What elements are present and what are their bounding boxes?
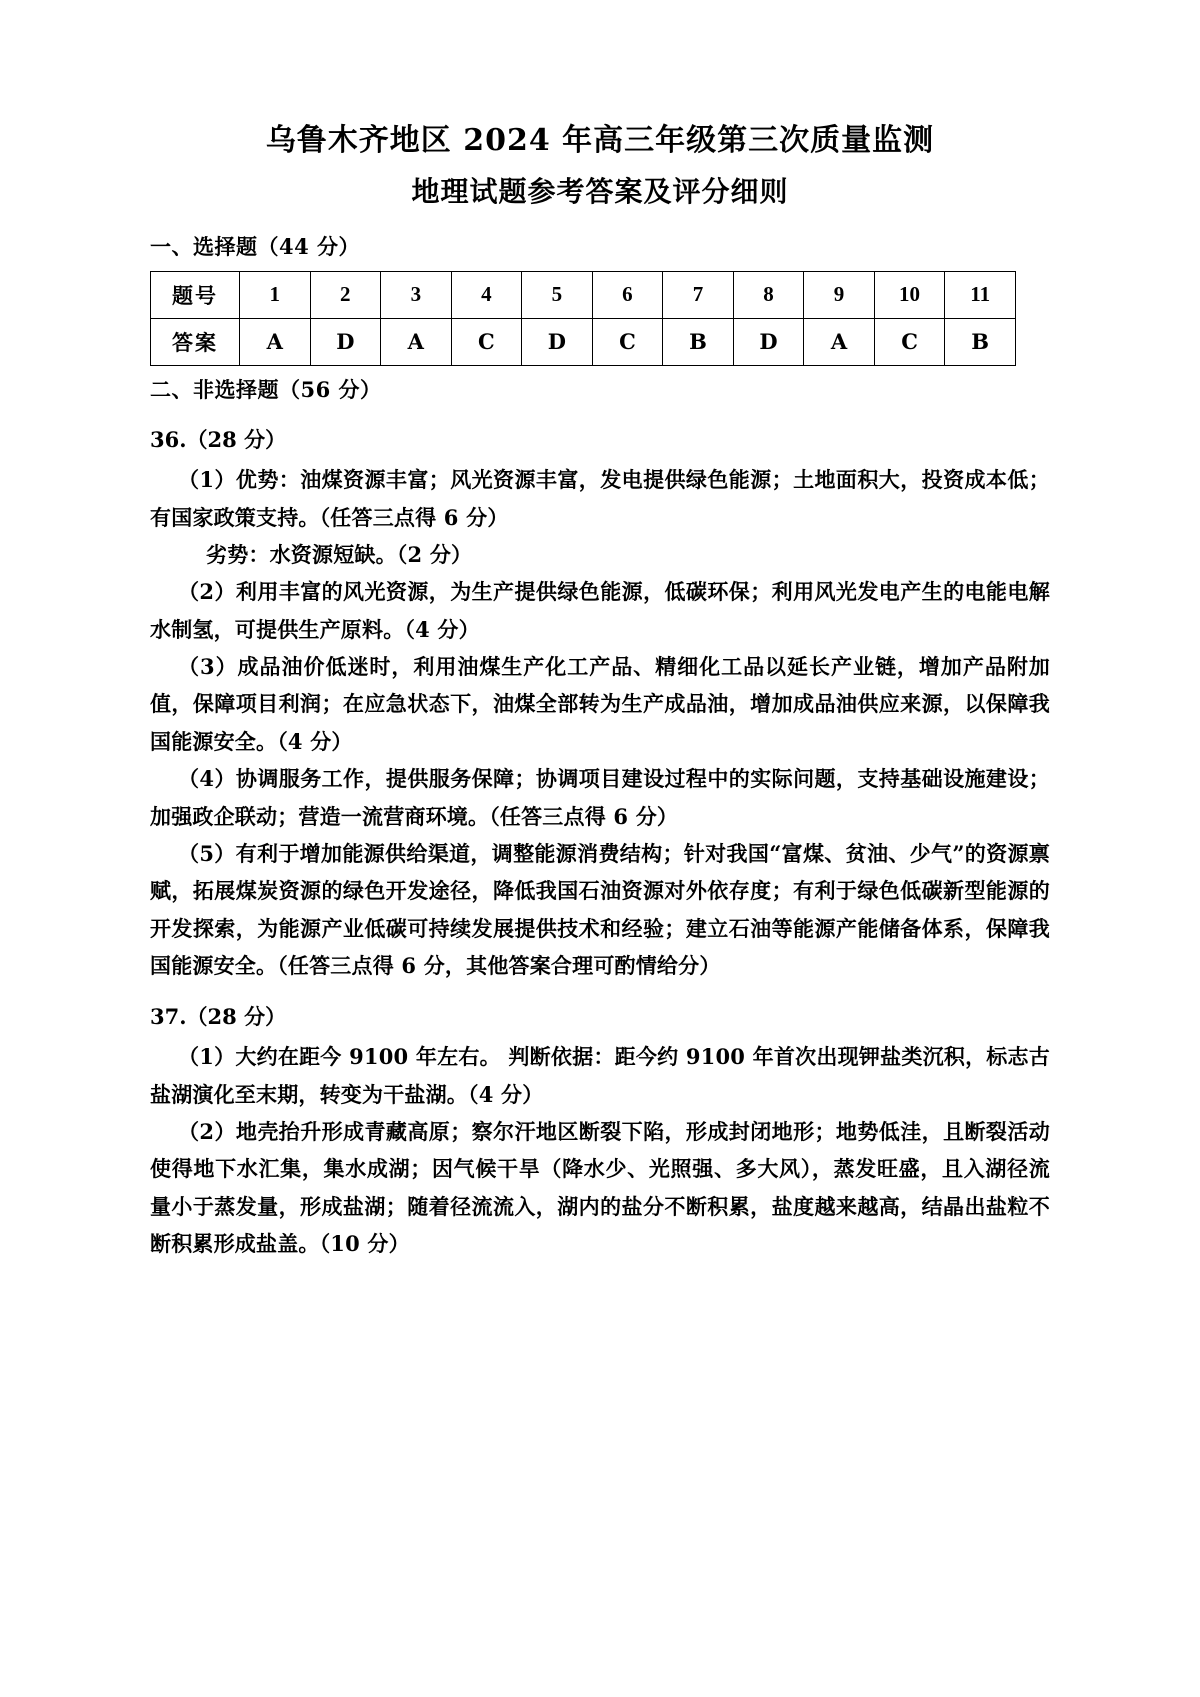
question-36-part-4: （4）协调服务工作，提供服务保障；协调项目建设过程中的实际问题，支持基础设施建设；加强政企联动；营造一流营商环境。（任答三点得 6 分） [150, 766, 1050, 829]
cell-question-6: 6 [592, 271, 663, 318]
document-title-line1: 乌鲁木齐地区 2024 年高三年级第三次质量监测 [265, 123, 935, 158]
cell-question-3: 3 [381, 271, 452, 318]
question-37-part-2: （2）地壳抬升形成青藏高原；察尔汗地区断裂下陷，形成封闭地形；地势低洼，且断裂活动使得地下水汇集，集水成湖；因气候干旱（降水少、光照强、多大风），蒸发旺盛，且入湖径流量小于蒸发量，形成盐湖；随着径流流入，湖内的盐分不断积累，盐度越来越高，结晶出盐粒不断积累形成盐盖。（10 分） [150, 1118, 1050, 1257]
cell-question-8: 8 [733, 271, 804, 318]
cell-answer-2: D [310, 318, 381, 365]
question-36-part-5: （5）有利于增加能源供给渠道，调整能源消费结构；针对我国“富煤、贫油、少气”的资源禀赋，拓展煤炭资源的绿色开发途径，降低我国石油资源对外依存度；有利于绿色低碳新型能源的开发探索，为能源产业低碳可持续发展提供技术和经验；建立石油等能源产能储备体系，保障我国能源安全。（任答三点得 6 分，其他答案合理可酌情给分） [150, 840, 1050, 979]
table-row [151, 271, 1016, 318]
cell-answer-6: C [592, 318, 663, 365]
cell-answer-4: C [451, 318, 522, 365]
cell-question-7: 7 [663, 271, 734, 318]
question-36-part-2: （2）利用丰富的风光资源，为生产提供绿色能源，低碳环保；利用风光发电产生的电能电解水制氢，可提供生产原料。（4 分） [150, 579, 1050, 642]
cell-answer-11: B [945, 318, 1016, 365]
cell-question-1: 1 [240, 271, 311, 318]
row-label-answer: 答案 [151, 318, 240, 365]
question-37-part-1: （1）大约在距今 9100 年左右。 判断依据：距今约 9100 年首次出现钾盐类沉积，标志古盐湖演化至末期，转变为干盐湖。（4 分） [150, 1044, 1050, 1107]
section-heading-free-response: 二、非选择题（56 分） [150, 376, 382, 402]
cell-question-5: 5 [522, 271, 593, 318]
cell-question-10: 10 [874, 271, 945, 318]
cell-answer-7: B [663, 318, 734, 365]
document-title-line2: 地理试题参考答案及评分细则 [411, 175, 789, 208]
cell-question-2: 2 [310, 271, 381, 318]
table-row [151, 318, 1016, 365]
question-36-part-1-disadvantage: 劣势：水资源短缺。（2 分） [206, 541, 473, 567]
cell-answer-1: A [240, 318, 311, 365]
cell-answer-9: A [804, 318, 875, 365]
cell-question-4: 4 [451, 271, 522, 318]
cell-answer-5: D [522, 318, 593, 365]
section-heading-multiple-choice: 一、选择题（44 分） [150, 234, 361, 259]
cell-answer-3: A [381, 318, 452, 365]
cell-answer-8: D [733, 318, 804, 365]
row-label-question-number: 题号 [151, 271, 240, 318]
question-36-part-1: （1）优势：油煤资源丰富；风光资源丰富，发电提供绿色能源；土地面积大，投资成本低；有国家政策支持。（任答三点得 6 分） [150, 467, 1050, 530]
question-36-part-3: （3）成品油价低迷时，利用油煤生产化工产品、精细化工品以延长产业链，增加产品附加值，保障项目利润；在应急状态下，油煤全部转为生产成品油，增加成品油供应来源，以保障我国能源安全。（4 分） [150, 654, 1050, 754]
cell-answer-10: C [874, 318, 945, 365]
question-37-heading: 37.（28 分） [150, 1004, 287, 1030]
cell-question-9: 9 [804, 271, 875, 318]
question-36-heading: 36.（28 分） [150, 427, 287, 453]
answer-key-table [150, 271, 1016, 366]
cell-question-11: 11 [945, 271, 1016, 318]
